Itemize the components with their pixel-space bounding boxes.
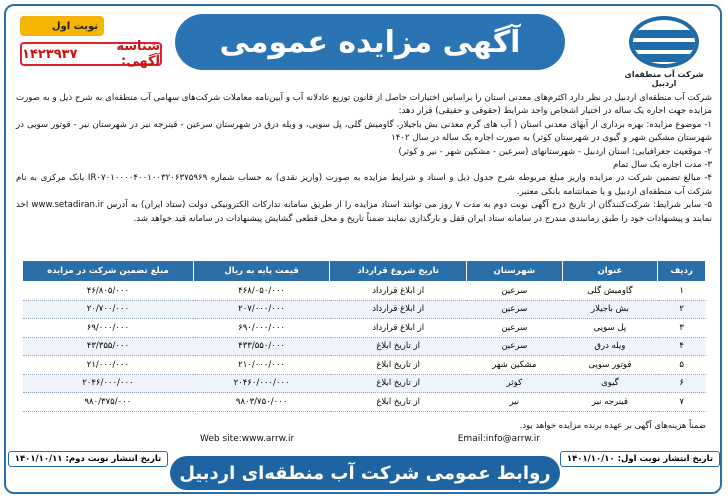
second-publish-date: تاریخ انتشار نوبت دوم: ۱۴۰۱/۱۰/۱۱ (8, 451, 168, 467)
table-cell: نیر (466, 393, 562, 412)
table-row (23, 319, 706, 338)
table-cell: از تاریخ ابلاغ (330, 393, 467, 412)
water-logo-icon (629, 16, 699, 68)
body-intro: شرکت آب منطقه‌ای اردبیل در نظر دارد اکثرم‌های معدنی استان را براساس اختیارات حاصل از قانون توزیع عادلانه آب و آیین‌نامه معاملات شرکت‌های سهامی آب منطقه‌ای به شرح ذیل و به صورت مزایده جهت اجاره یک ساله در اختیار اشخاص واجد شرایط (حقوقی و حقیقی) قرار دهد: (16, 93, 712, 117)
table-row (23, 282, 706, 301)
table-cell: بش باجیلار (562, 300, 658, 319)
table-cell: از تاریخ ابلاغ (330, 337, 467, 356)
table-cell: قینرجه نیر (562, 393, 658, 412)
body-item-3: ۳- مدت اجاره یک سال تمام (612, 160, 712, 171)
page-title: آگهی مزایده عمومی (175, 14, 565, 70)
table-row (23, 337, 706, 356)
table-cell: گیوی (562, 374, 658, 393)
table-cell: ۴۳/۳۵۵/۰۰۰ (23, 337, 194, 356)
table-cell: از ابلاغ قرارداد (330, 282, 467, 301)
table-cell: ۱ (658, 282, 706, 301)
table-row (23, 393, 706, 412)
nobat-badge: نوبت اول (20, 16, 104, 36)
company-logo (616, 16, 712, 86)
col-header: مبلغ تضمین شرکت در مزایده (23, 261, 194, 282)
table-cell: ۲۰۷/۰۰۰/۰۰۰ (193, 300, 330, 319)
table-cell: از ابلاغ قرارداد (330, 319, 467, 338)
table-row (23, 300, 706, 319)
ad-id-value: ۱۴۲۳۹۳۷ (22, 46, 78, 62)
table-cell: ۴۶۸/۰۵۰/۰۰۰ (193, 282, 330, 301)
table-cell: ۲۰۴۶/۰۰۰/۰۰۰ (23, 374, 194, 393)
table-cell: ویله درق (562, 337, 658, 356)
col-header: تاریخ شروع قرارداد (330, 261, 467, 282)
table-cell: قوتور سویی (562, 356, 658, 375)
footnote: ضمناً هزینه‌های آگهی بر عهده برنده مزایده خواهد بود. (519, 420, 706, 430)
table-header-row (23, 261, 706, 282)
body-item-1: ۱- موضوع مزایده: بهره برداری از آبهای معدنی استان ( آب های گرم معدنی بش باجیلار، گاومیش گلی، پل سویی، و ویله درق در شهرستان سرعین - قینرجه نیر در شهرستان نیر - قوتور سویی در شهرستان مشکین شهر و گیوی در شهرستان کوثر) به صورت اجاره یک ساله در سال ۱۴۰۲ (16, 119, 712, 144)
table-cell: ۵ (658, 356, 706, 375)
col-header: قیمت پایه به ریال (193, 261, 330, 282)
table-cell: پل سویی (562, 319, 658, 338)
table-cell: ۴۳۳/۵۵۰/۰۰۰ (193, 337, 330, 356)
table-cell: ۴ (658, 337, 706, 356)
table-cell: ۶ (658, 374, 706, 393)
table-cell: ۴۶/۸۰۵/۰۰۰ (23, 282, 194, 301)
table-cell: ۶۹/۰۰۰/۰۰۰ (23, 319, 194, 338)
contact-line (200, 434, 540, 444)
table-cell: ۲۰/۷۰۰/۰۰۰ (23, 300, 194, 319)
table-cell: از تاریخ ابلاغ (330, 356, 467, 375)
auction-table (22, 260, 706, 412)
table-cell: ۲۰۴۶۰/۰۰۰/۰۰۰ (193, 374, 330, 393)
body-item-5: ۵- سایر شرایط: شرکت‌کنندگان از تاریخ درج آگهی نوبت دوم به مدت ۷ روز می توانند اسناد مزایده را از طریق سامانه تدارکات الکترونیکی دولت (ستاد ایران) به آدرس www.setadiran.ir اخذ نمایند و پیشنهادات خود را طبق زمانبندی مندرج در سامانه ستاد ایران قفل و بارگذاری نمایند ضمناً تاریخ و محل قطعی گشایش پیشنهادات در سامانه قید خواهد شد. (16, 200, 712, 224)
table-cell: سرعین (466, 300, 562, 319)
table-cell: ۷ (658, 393, 706, 412)
first-publish-date: تاریخ انتشار نوبت اول: ۱۴۰۱/۱۰/۱۰ (560, 451, 720, 467)
body-item-2: ۲- موقعیت جغرافیایی: استان اردبیل - شهرستانهای (سرعین - مشکین شهر - نیر و کوثر) (398, 146, 712, 157)
table-cell: ۹۸۰/۳۷۵/۰۰۰ (23, 393, 194, 412)
table-cell: ۲۱/۰۰۰/۰۰۰ (23, 356, 194, 375)
table-cell: ۲ (658, 300, 706, 319)
table-cell: از ابلاغ قرارداد (330, 300, 467, 319)
footer-banner: روابط عمومی شرکت آب منطقه‌ای اردبیل (170, 456, 560, 490)
col-header: عنوان (562, 261, 658, 282)
table-cell: سرعین (466, 337, 562, 356)
table-cell: کوثر (466, 374, 562, 393)
website-link[interactable]: Web site:www.arrw.ir (200, 434, 295, 444)
ad-id-box (20, 39, 162, 69)
table-cell: از تاریخ ابلاغ (330, 374, 467, 393)
col-header: ردیف (658, 261, 706, 282)
table-row (23, 374, 706, 393)
table-cell: ۶۹۰/۰۰۰/۰۰۰ (193, 319, 330, 338)
table-cell: سرعین (466, 319, 562, 338)
logo-text: شرکت آب منطقه‌ای اردبیل (624, 70, 704, 88)
table-cell: ۲۱۰/۰۰۰/۰۰۰ (193, 356, 330, 375)
table-row (23, 356, 706, 375)
table-cell: گاومیش گلی (562, 282, 658, 301)
table-cell: مشکین شهر (466, 356, 562, 375)
email-link[interactable]: Email:info@arrw.ir (457, 434, 540, 444)
body-item-4: ۴- مبالغ تضمین شرکت در مزایده واریز مبلغ مربوطه شرح جدول ذیل و اسناد و شرایط مزایده به صورت (واریز نقدی) به حساب شماره IR۰۷۰۱۰۰۰۰۴۰۰۱۰۰۳۲۰۶۳۷۵۹۶۹ بانک مرکزی به نام شرکت آب منطقه‌ای اردبیل و یا ضمانتنامه بانکی معتبر. (16, 173, 712, 197)
ad-body (16, 92, 712, 226)
ad-id-label: شناسه آگهی: (116, 39, 160, 69)
table-cell: ۳ (658, 319, 706, 338)
table-cell: ۹۸۰۳/۷۵۰/۰۰۰ (193, 393, 330, 412)
header (10, 12, 718, 92)
table-cell: سرعین (466, 282, 562, 301)
col-header: شهرستان (466, 261, 562, 282)
